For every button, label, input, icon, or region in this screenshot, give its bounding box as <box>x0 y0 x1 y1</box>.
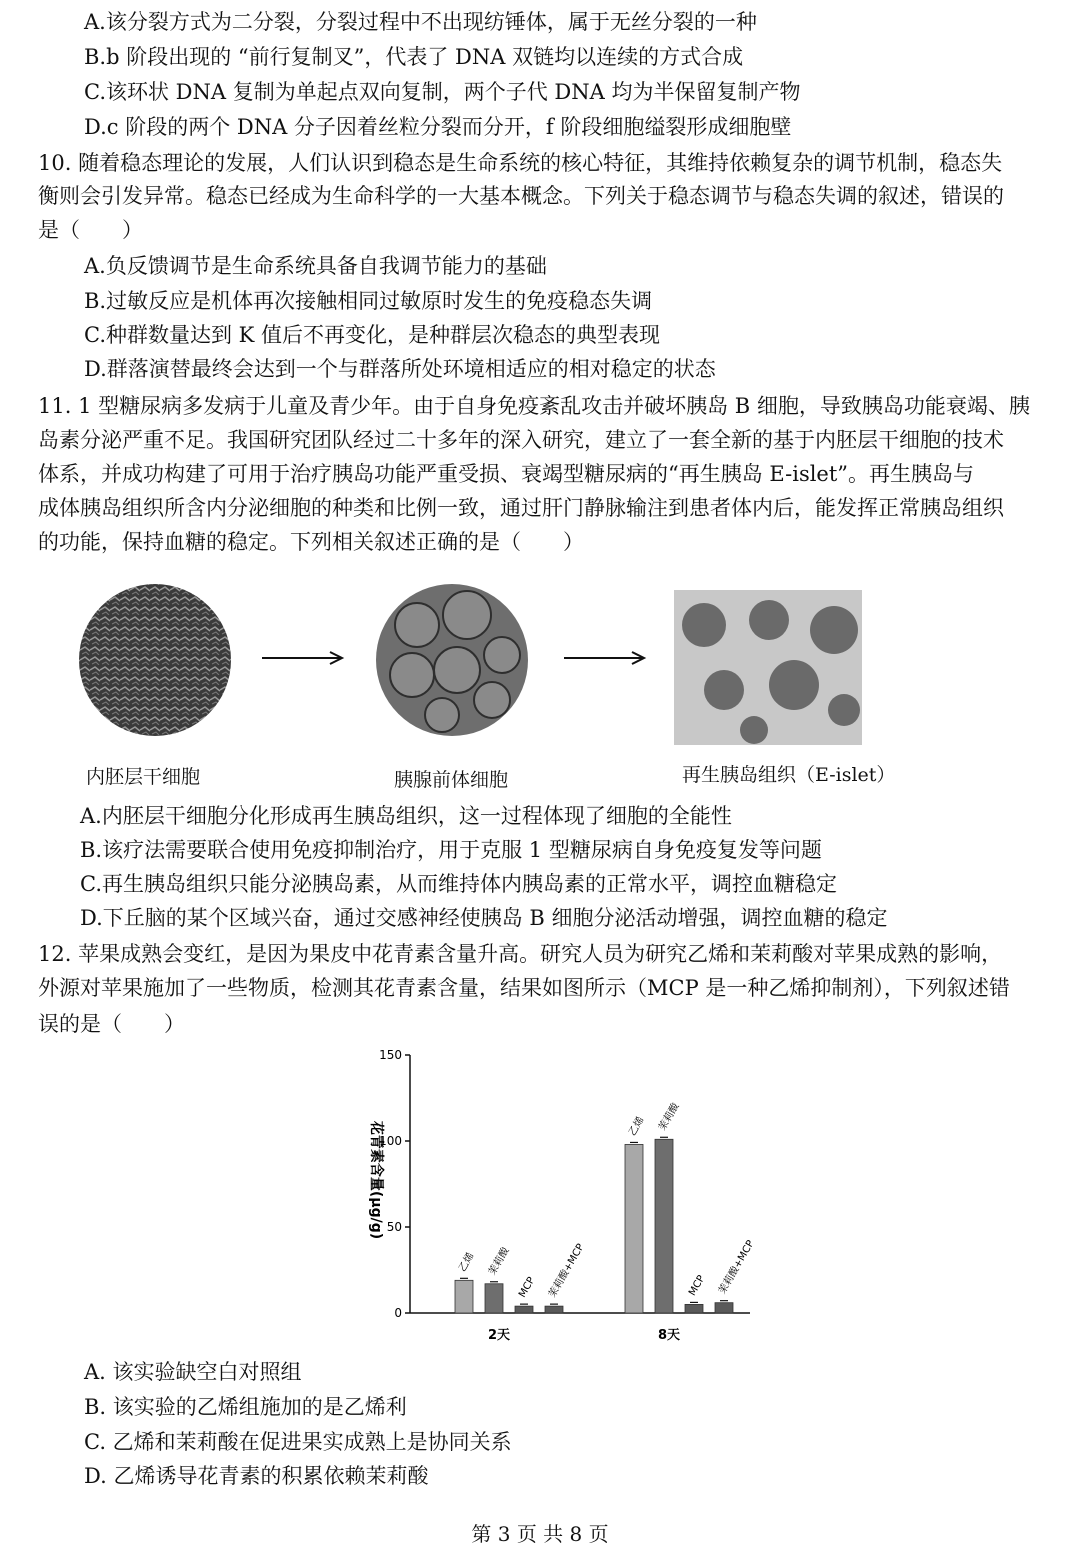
q12-option-b: B. 该实验的乙烯组施加的是乙烯利 <box>84 1395 407 1419</box>
q11-stem-line: 的功能，保持血糖的稳定。下列相关叙述正确的是（ ） <box>38 530 584 554</box>
q12-stem-line: 外源对苹果施加了一些物质，检测其花青素含量，结果如图所示（MCP 是一种乙烯抑制剂），下列叙述错 <box>38 976 1010 1000</box>
q10-stem-line: 10. 随着稳态理论的发展，人们认识到稳态是生命系统的核心特征，其维持依赖复杂的调节机制，稳态失 <box>38 151 1003 175</box>
arrow-right-icon <box>560 648 650 668</box>
q11-stem-line: 岛素分泌严重不足。我国研究团队经过二十多年的深入研究，建立了一套全新的基于内胚层干细胞的技术 <box>38 428 1004 452</box>
q9-option-c: C.该环状 DNA 复制为单起点双向复制，两个子代 DNA 均为半保留复制产物 <box>84 80 801 104</box>
y-tick-label: 100 <box>379 1134 402 1148</box>
x-category-label: 2天 <box>487 1328 511 1343</box>
bar <box>715 1303 733 1313</box>
q10-option-a: A.负反馈调节是生命系统具备自我调节能力的基础 <box>84 254 547 278</box>
q9-option-b: B.b 阶段出现的 “前行复制叉”，代表了 DNA 双链均以连续的方式合成 <box>84 45 744 69</box>
bar <box>685 1304 703 1313</box>
bar <box>625 1144 643 1313</box>
pancreatic-progenitor-cell-image <box>372 575 532 745</box>
q12-stem-line: 误的是（ ） <box>38 1012 185 1036</box>
bar-label: 茉莉酸 <box>657 1101 682 1133</box>
q11-option-b: B.该疗法需要联合使用免疫抑制治疗，用于克服 1 型糖尿病自身免疫复发等问题 <box>80 838 822 862</box>
y-tick-label: 150 <box>379 1048 402 1062</box>
q11-option-c: C.再生胰岛组织只能分泌胰岛素，从而维持体内胰岛素的正常水平，调控血糖稳定 <box>80 872 837 896</box>
q11-stem-line: 成体胰岛组织所含内分泌细胞的种类和比例一致，通过肝门静脉输注到患者体内后，能发挥正常胰岛组织 <box>38 496 1004 520</box>
bar-label: 茉莉酸 <box>487 1245 512 1278</box>
y-tick-label: 50 <box>386 1220 402 1234</box>
regenerated-islet-image <box>674 590 862 745</box>
caption-pancreatic-progenitor: 胰腺前体细胞 <box>394 769 509 791</box>
q11-option-d: D.下丘脑的某个区域兴奋，通过交感神经使胰岛 B 细胞分泌活动增强，调控血糖的稳定 <box>80 906 888 930</box>
bar-label: MCP <box>517 1275 538 1300</box>
y-tick-label: 0 <box>394 1306 402 1320</box>
bar-label: 乙烯 <box>627 1115 647 1138</box>
endoderm-stem-cell-image <box>70 575 240 745</box>
q12-stem-line: 12. 苹果成熟会变红，是因为果皮中花青素含量升高。研究人员为研究乙烯和茉莉酸对苹果成熟的影响， <box>38 942 1003 966</box>
bar <box>455 1280 473 1313</box>
q10-option-d: D.群落演替最终会达到一个与群落所处环境相适应的相对稳定的状态 <box>84 357 716 381</box>
q11-option-a: A.内胚层干细胞分化形成再生胰岛组织，这一过程体现了细胞的全能性 <box>80 804 732 828</box>
bar-label: 乙烯 <box>457 1250 477 1274</box>
bar <box>655 1139 673 1313</box>
q10-stem-line: 衡则会引发异常。稳态已经成为生命科学的一大基本概念。下列关于稳态调节与稳态失调的叙述，错误的 <box>38 184 1004 208</box>
page-footer: 第 3 页 共 8 页 <box>471 1522 609 1546</box>
bar-label: MCP <box>687 1273 708 1298</box>
q11-stem-line: 体系，并成功构建了可用于治疗胰岛功能严重受损、衰竭型糖尿病的“再生胰岛 E-islet”。再生胰岛与 <box>38 462 975 486</box>
caption-regenerated-islet: 再生胰岛组织（E-islet） <box>682 764 896 786</box>
q11-stem-line: 11. 1 型糖尿病多发病于儿童及青少年。由于自身免疫紊乱攻击并破坏胰岛 B 细胞，导致胰岛功能衰竭、胰 <box>38 394 1030 418</box>
q9-option-d: D.c 阶段的两个 DNA 分子因着丝粒分裂而分开，f 阶段细胞缢裂形成细胞壁 <box>84 115 792 139</box>
q12-option-c: C. 乙烯和茉莉酸在促进果实成熟上是协同关系 <box>84 1430 512 1454</box>
q12-option-d: D. 乙烯诱导花青素的积累依赖茉莉酸 <box>84 1464 429 1488</box>
q10-option-c: C.种群数量达到 K 值后不再变化，是种群层次稳态的典型表现 <box>84 323 661 347</box>
anthocyanin-bar-chart <box>340 1040 800 1360</box>
bar <box>485 1284 503 1313</box>
q12-option-a: A. 该实验缺空白对照组 <box>84 1360 302 1384</box>
arrow-right-icon <box>258 648 348 668</box>
caption-endoderm-stem-cell: 内胚层干细胞 <box>86 766 201 788</box>
q10-option-b: B.过敏反应是机体再次接触相同过敏原时发生的免疫稳态失调 <box>84 289 653 313</box>
q9-option-a: A.该分裂方式为二分裂，分裂过程中不出现纺锤体，属于无丝分裂的一种 <box>84 10 757 34</box>
bar-label: 茉莉酸+MCP <box>547 1242 587 1300</box>
bar <box>545 1306 563 1313</box>
bar <box>515 1306 533 1313</box>
x-category-label: 8天 <box>657 1328 681 1343</box>
bar-label: 茉莉酸+MCP <box>717 1238 757 1297</box>
q10-stem-line: 是（ ） <box>38 218 143 242</box>
y-axis-label: 花青素含量(μg/g) <box>368 1120 384 1240</box>
